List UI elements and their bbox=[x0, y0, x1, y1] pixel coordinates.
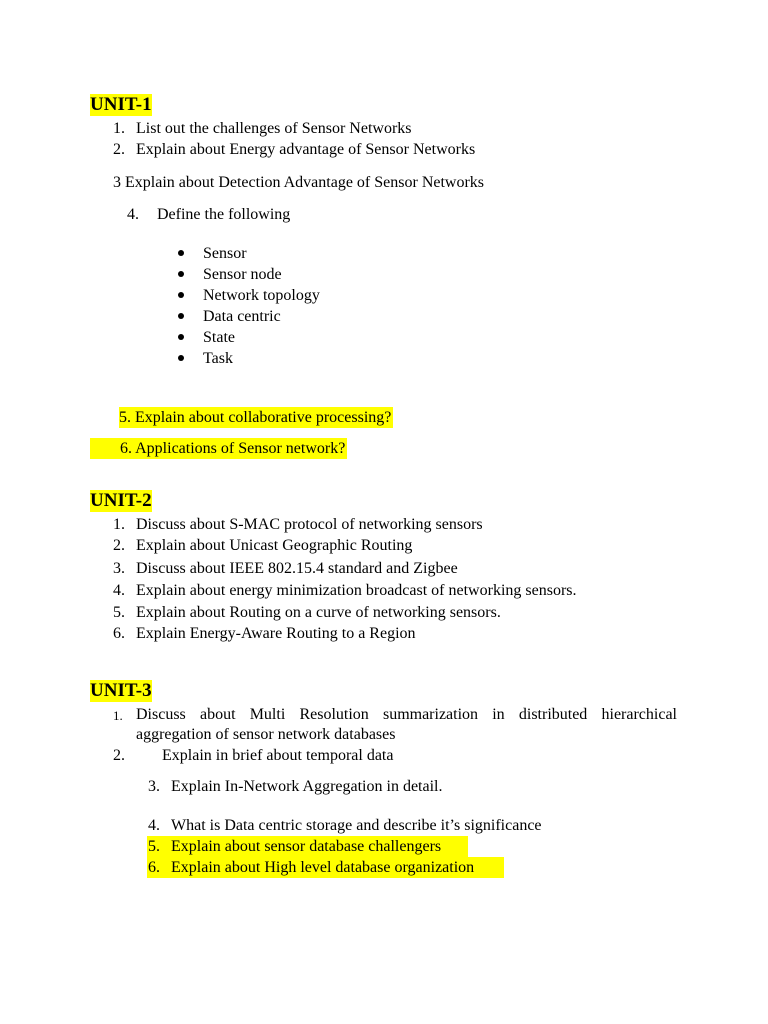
unit3-item6-number: 6. bbox=[148, 859, 160, 876]
unit2-heading: UNIT-2 bbox=[90, 490, 152, 511]
unit1-item2-text: Explain about Energy advantage of Sensor Networks bbox=[136, 141, 476, 158]
unit1-item4-text: Define the following bbox=[157, 206, 291, 223]
bullet-dot-icon bbox=[178, 271, 184, 277]
unit2-item4-number: 4. bbox=[113, 582, 125, 599]
unit3-item2-number: 2. bbox=[113, 747, 125, 764]
unit1-heading: UNIT-1 bbox=[90, 94, 152, 115]
unit3-item1-line2: aggregation of sensor network databases bbox=[136, 726, 396, 743]
unit3-item3-number: 3. bbox=[148, 778, 160, 795]
unit2-item2-text: Explain about Unicast Geographic Routing bbox=[136, 537, 413, 554]
unit3-heading: UNIT-3 bbox=[90, 680, 152, 701]
bullet-item-state: State bbox=[203, 329, 235, 346]
unit2-item3-number: 3. bbox=[113, 560, 125, 577]
unit1-item6-text: 6. Applications of Sensor network? bbox=[120, 440, 346, 457]
unit3-item5-text: Explain about sensor database challengers bbox=[171, 838, 442, 855]
unit3-item1-number: 1. bbox=[113, 708, 123, 723]
bullet-dot-icon bbox=[178, 313, 184, 319]
unit3-item4-text: What is Data centric storage and describe it’s significance bbox=[171, 817, 542, 834]
unit2-item6-number: 6. bbox=[113, 625, 125, 642]
unit1-item2-number: 2. bbox=[113, 141, 125, 158]
bullet-item-data-centric: Data centric bbox=[203, 308, 281, 325]
unit3-item5-number: 5. bbox=[148, 838, 160, 855]
unit2-item1-text: Discuss about S-MAC protocol of networking sensors bbox=[136, 516, 483, 533]
bullet-dot-icon bbox=[178, 334, 184, 340]
unit2-item5-number: 5. bbox=[113, 604, 125, 621]
bullet-dot-icon bbox=[178, 355, 184, 361]
unit3-item1-line1: Discuss about Multi Resolution summarization in distributed hierarchical bbox=[136, 706, 677, 723]
bullet-item-network-topology: Network topology bbox=[203, 287, 320, 304]
bullet-item-sensor-node: Sensor node bbox=[203, 266, 282, 283]
unit3-item6-text: Explain about High level database organization bbox=[171, 859, 475, 876]
unit3-item4-number: 4. bbox=[148, 817, 160, 834]
unit2-item1-number: 1. bbox=[113, 516, 125, 533]
unit1-item3-text: 3 Explain about Detection Advantage of Sensor Networks bbox=[113, 174, 485, 191]
unit2-item2-number: 2. bbox=[113, 537, 125, 554]
bullet-dot-icon bbox=[178, 292, 184, 298]
unit1-item5-text: 5. Explain about collaborative processing? bbox=[119, 409, 392, 426]
unit3-item2-text: Explain in brief about temporal data bbox=[162, 747, 394, 764]
unit3-item3-text: Explain In-Network Aggregation in detail. bbox=[171, 778, 443, 795]
unit1-item1-text: List out the challenges of Sensor Networks bbox=[136, 120, 412, 137]
unit2-item3-text: Discuss about IEEE 802.15.4 standard and Zigbee bbox=[136, 560, 458, 577]
bullet-item-sensor: Sensor bbox=[203, 245, 247, 262]
unit2-item4-text: Explain about energy minimization broadcast of networking sensors. bbox=[136, 582, 577, 599]
unit1-item1-number: 1. bbox=[113, 120, 125, 137]
unit2-item6-text: Explain Energy-Aware Routing to a Region bbox=[136, 625, 416, 642]
unit2-item5-text: Explain about Routing on a curve of networking sensors. bbox=[136, 604, 501, 621]
bullet-dot-icon bbox=[178, 250, 184, 256]
bullet-item-task: Task bbox=[203, 350, 233, 367]
unit1-item6-indent-highlight bbox=[90, 438, 120, 459]
unit1-item4-number: 4. bbox=[127, 206, 139, 223]
